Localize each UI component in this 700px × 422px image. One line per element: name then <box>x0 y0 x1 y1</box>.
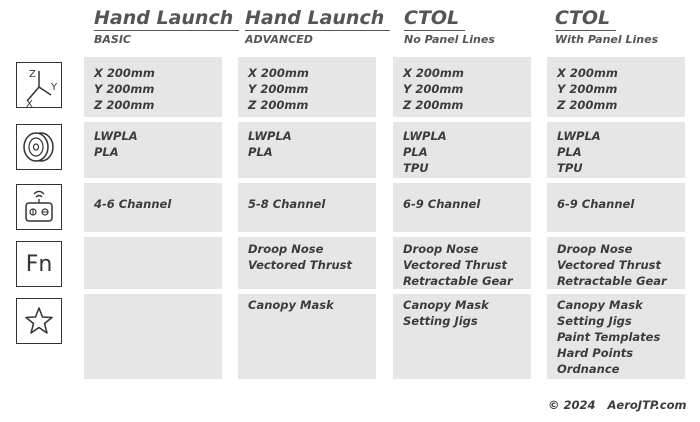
cell-line: Droop Nose <box>403 242 479 256</box>
cell-line: X 200mm <box>403 66 464 80</box>
cell-size <box>393 57 531 117</box>
cell-extras <box>238 294 376 379</box>
cell-line: PLA <box>248 145 273 159</box>
column-header <box>404 6 495 47</box>
cell-materials <box>238 122 376 178</box>
cell-line: Z 200mm <box>94 98 155 112</box>
column-header <box>245 6 390 47</box>
cell-size <box>547 57 685 117</box>
cell-line: Y 200mm <box>248 82 309 96</box>
column-subtitle: ADVANCED <box>245 33 313 46</box>
copyright-footer: © 2024 AeroJTP.com <box>548 398 687 412</box>
cell-line: Retractable Gear <box>403 274 513 288</box>
cell-line: 6-9 Channel <box>403 197 481 211</box>
cell-line: 5-8 Channel <box>248 197 326 211</box>
cell-line: LWPLA <box>557 129 601 143</box>
cell-line: LWPLA <box>403 129 447 143</box>
cell-line: X 200mm <box>94 66 155 80</box>
column-header <box>94 6 239 47</box>
cell-line: Canopy Mask <box>248 298 334 312</box>
cell-line: Setting Jigs <box>557 314 632 328</box>
cell-line: Paint Templates <box>557 330 661 344</box>
cell-line: Vectored Thrust <box>557 258 662 272</box>
cell-line: LWPLA <box>94 129 138 143</box>
cell-line: Vectored Thrust <box>403 258 508 272</box>
cell-line: PLA <box>557 145 582 159</box>
cell-extras <box>547 294 685 379</box>
cell-line: 4-6 Channel <box>94 197 172 211</box>
cell-materials <box>547 122 685 178</box>
cell-materials <box>84 122 222 178</box>
cell-line: TPU <box>403 161 429 175</box>
column-title: CTOL <box>404 6 465 31</box>
cell-line: Retractable Gear <box>557 274 667 288</box>
cell-line: Z 200mm <box>557 98 618 112</box>
cell-channels <box>238 183 376 232</box>
cell-functions <box>238 237 376 289</box>
cell-line: Droop Nose <box>557 242 633 256</box>
function-icon <box>16 241 62 287</box>
fn-label: Fn <box>25 251 53 277</box>
cell-line: TPU <box>557 161 583 175</box>
cell-extras <box>84 294 222 379</box>
cell-line: Z 200mm <box>248 98 309 112</box>
column-subtitle: BASIC <box>94 33 131 46</box>
cell-line: PLA <box>403 145 428 159</box>
cell-channels <box>84 183 222 232</box>
cell-line: Canopy Mask <box>557 298 643 312</box>
cell-line: Z 200mm <box>403 98 464 112</box>
cell-line: Droop Nose <box>248 242 324 256</box>
cell-functions <box>393 237 531 289</box>
column-subtitle: With Panel Lines <box>555 33 659 46</box>
cell-line: Hard Points <box>557 346 634 360</box>
cell-functions <box>547 237 685 289</box>
cell-extras <box>393 294 531 379</box>
cell-line: Canopy Mask <box>403 298 489 312</box>
star-icon <box>16 298 62 344</box>
cell-line: X 200mm <box>557 66 618 80</box>
filament-spool-icon <box>16 124 62 170</box>
cell-functions <box>84 237 222 289</box>
cell-line: Y 200mm <box>94 82 155 96</box>
cell-line: PLA <box>94 145 119 159</box>
cell-line: Y 200mm <box>403 82 464 96</box>
cell-materials <box>393 122 531 178</box>
cell-size <box>84 57 222 117</box>
radio-transmitter-icon <box>16 184 62 230</box>
cell-line: Setting Jigs <box>403 314 478 328</box>
svg-text:Y: Y <box>51 82 58 93</box>
column-subtitle: No Panel Lines <box>404 33 495 46</box>
svg-text:Z: Z <box>29 69 36 80</box>
cell-line: Vectored Thrust <box>248 258 353 272</box>
cell-line: 6-9 Channel <box>557 197 635 211</box>
column-title: Hand Launch <box>245 6 390 31</box>
cell-channels <box>547 183 685 232</box>
column-title: Hand Launch <box>94 6 239 31</box>
cell-channels <box>393 183 531 232</box>
axes-icon <box>16 62 62 108</box>
cell-line: Ordnance <box>557 362 620 376</box>
cell-size <box>238 57 376 117</box>
cell-line: LWPLA <box>248 129 292 143</box>
column-title: CTOL <box>555 6 616 31</box>
column-header <box>555 6 658 47</box>
cell-line: Y 200mm <box>557 82 618 96</box>
svg-text:X: X <box>26 99 33 107</box>
cell-line: X 200mm <box>248 66 309 80</box>
